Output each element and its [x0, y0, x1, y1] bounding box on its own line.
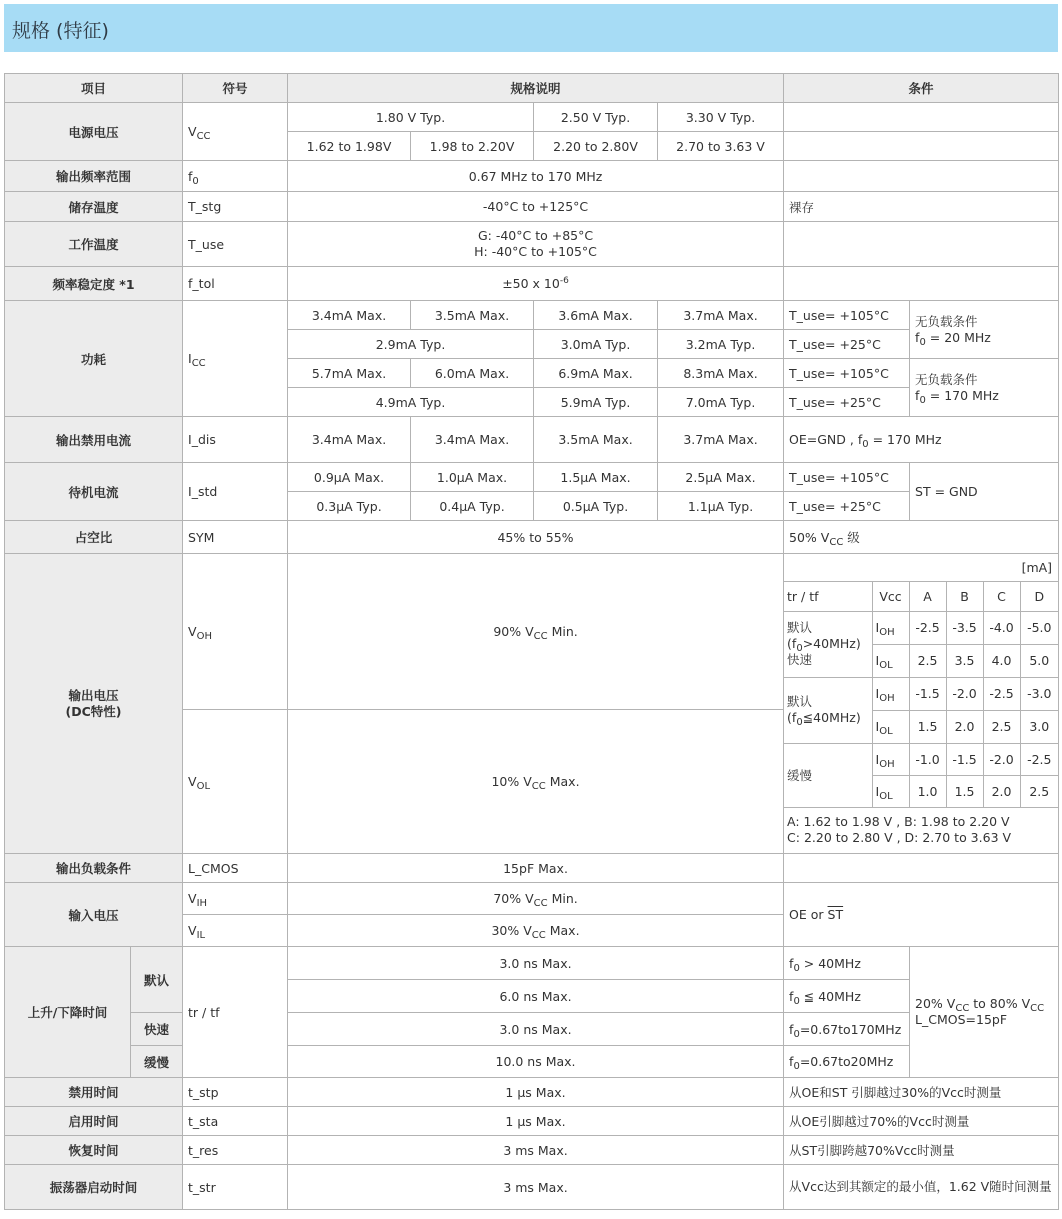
table-row	[5, 161, 1059, 192]
spec-cell: 1.0μA Max.	[411, 463, 534, 492]
spec-cell: 1.62 to 1.98V	[288, 132, 411, 161]
spec-cell: 3 ms Max.	[288, 1136, 784, 1165]
symbol-tuse: T_use	[183, 222, 288, 267]
spec-cell: 90% $V_{CC}$ Min.	[288, 554, 784, 710]
spec-cell: 1 μs Max.	[288, 1107, 784, 1136]
spec-cell: 0.3μA Typ.	[288, 492, 411, 521]
group-default-slow: 默认 $(f_0≦40MHz)$	[784, 677, 872, 743]
spec-table	[4, 73, 1059, 1210]
spec-cell: 0.5μA Typ.	[534, 492, 658, 521]
output-current-table	[784, 554, 1058, 853]
table-row	[5, 883, 1059, 915]
label-iol: $I_{OL}$	[872, 644, 909, 677]
value-cell: 1.5	[909, 710, 946, 743]
item-recovery-time: 恢复时间	[5, 1136, 183, 1165]
condition-temp: T_use= +25°C	[784, 492, 910, 521]
item-default: 默认	[131, 947, 183, 1013]
item-current-consumption: 功耗	[5, 301, 183, 417]
spec-cell: 3 ms Max.	[288, 1165, 784, 1210]
symbol-tsta: t_sta	[183, 1107, 288, 1136]
symbol-trtf: tr / tf	[183, 947, 288, 1078]
spec-cell: 2.5μA Max.	[658, 463, 784, 492]
table-row	[5, 192, 1059, 222]
spec-cell: 3.7mA Max.	[658, 417, 784, 463]
table-row	[5, 103, 1059, 132]
spec-cell: 10.0 ns Max.	[288, 1046, 784, 1078]
spec-cell: 3.0 ns Max.	[288, 947, 784, 980]
spec-cell: 1.80 V Typ.	[288, 103, 534, 132]
condition-cell: 裸存	[784, 192, 1059, 222]
unit-label: [mA]	[784, 554, 1058, 581]
spec-cell: -40°C to +125°C	[288, 192, 784, 222]
value-cell: 5.0	[1020, 644, 1058, 677]
value-cell: 3.5	[946, 644, 983, 677]
spec-cell: 0.4μA Typ.	[411, 492, 534, 521]
label-ioh: $I_{OH}$	[872, 611, 909, 644]
table-row	[5, 947, 1059, 980]
item-input-voltage: 输入电压	[5, 883, 183, 947]
condition-cell: $f_0=0.67to170MHz$	[784, 1013, 910, 1046]
item-storage-temp: 储存温度	[5, 192, 183, 222]
spec-cell: 7.0mA Typ.	[658, 388, 784, 417]
spec-cell: 2.9mA Typ.	[288, 330, 534, 359]
table-row	[5, 1136, 1059, 1165]
spec-cell: 2.50 V Typ.	[534, 103, 658, 132]
header-spec: 规格说明	[288, 74, 784, 103]
label-iol: $I_{OL}$	[872, 775, 909, 807]
condition-cell: $f_0 > 40MHz$	[784, 947, 910, 980]
spec-cell: 70% $V_{CC}$ Min.	[288, 883, 784, 915]
value-cell: 1.0	[909, 775, 946, 807]
item-supply-voltage: 电源电压	[5, 103, 183, 161]
col-b: B	[946, 581, 983, 611]
spec-cell: 1.1μA Typ.	[658, 492, 784, 521]
label-ioh: $I_{OH}$	[872, 677, 909, 710]
symbol-vcc: $V_{CC}$	[183, 103, 288, 161]
value-cell: 3.0	[1020, 710, 1058, 743]
section-header	[4, 4, 1058, 52]
value-cell: -2.5	[909, 611, 946, 644]
group-default-fast: 默认 $(f_0>40MHz)$ 快速	[784, 611, 872, 677]
value-cell: 2.5	[909, 644, 946, 677]
spec-cell: 15pF Max.	[288, 854, 784, 883]
value-cell: 1.5	[946, 775, 983, 807]
spec-cell: 3.0mA Typ.	[534, 330, 658, 359]
table-row	[5, 554, 1059, 710]
voltage-range-note: A: 1.62 to 1.98 V , B: 1.98 to 2.20 V C: 2.20 to 2.80 V , D: 2.70 to 3.63 V	[784, 807, 1058, 853]
spec-cell: 6.0 ns Max.	[288, 980, 784, 1013]
item-duty-cycle: 占空比	[5, 521, 183, 554]
spec-cell: 1.98 to 2.20V	[411, 132, 534, 161]
table-row	[5, 301, 1059, 330]
symbol-tstr: t_str	[183, 1165, 288, 1210]
value-cell: -2.0	[946, 677, 983, 710]
spec-cell: 3.5mA Max.	[411, 301, 534, 330]
header-symbol: 符号	[183, 74, 288, 103]
symbol-tstp: t_stp	[183, 1078, 288, 1107]
spec-cell: 0.67 MHz to 170 MHz	[288, 161, 784, 192]
symbol-tstg: T_stg	[183, 192, 288, 222]
table-row	[5, 1078, 1059, 1107]
condition-cell: OE=GND , $f_0 = 170$ MHz	[784, 417, 1059, 463]
spec-cell: 5.9mA Typ.	[534, 388, 658, 417]
spec-cell: 2.70 to 3.63 V	[658, 132, 784, 161]
col-a: A	[909, 581, 946, 611]
spec-cell: 1 μs Max.	[288, 1078, 784, 1107]
table-row	[5, 1107, 1059, 1136]
spec-cell: 3.2mA Typ.	[658, 330, 784, 359]
value-cell: -5.0	[1020, 611, 1058, 644]
value-cell: 2.0	[946, 710, 983, 743]
table-row	[5, 1046, 1059, 1078]
value-cell: -1.5	[946, 743, 983, 775]
col-trtf: tr / tf	[784, 581, 872, 611]
table-row	[5, 222, 1059, 267]
value-cell: -1.5	[909, 677, 946, 710]
condition-cell: 无负载条件 $f_0 = 20$ MHz	[910, 301, 1059, 359]
item-operating-temp: 工作温度	[5, 222, 183, 267]
value-cell: 2.0	[983, 775, 1020, 807]
label-iol: $I_{OL}$	[872, 710, 909, 743]
spec-cell: 3.6mA Max.	[534, 301, 658, 330]
condition-temp: T_use= +25°C	[784, 330, 910, 359]
item-disable-time: 禁用时间	[5, 1078, 183, 1107]
spec-cell: 0.9μA Max.	[288, 463, 411, 492]
spec-cell: 2.20 to 2.80V	[534, 132, 658, 161]
condition-cell	[784, 132, 1059, 161]
table-row	[5, 267, 1059, 301]
output-voltage-conditions	[784, 554, 1059, 854]
condition-cell: 50% $V_{CC}$ 级	[784, 521, 1059, 554]
group-slow: 缓慢	[784, 743, 872, 807]
item-disable-current: 输出禁用电流	[5, 417, 183, 463]
spec-cell: 5.7mA Max.	[288, 359, 411, 388]
value-cell: 2.5	[983, 710, 1020, 743]
condition-cell: 无负载条件 $f_0 = 170$ MHz	[910, 359, 1059, 417]
value-cell: -2.5	[1020, 743, 1058, 775]
value-cell: 4.0	[983, 644, 1020, 677]
item-rise-fall-time: 上升/下降时间	[5, 947, 131, 1078]
condition-cell: ST = GND	[910, 463, 1059, 521]
spec-cell: 3.30 V Typ.	[658, 103, 784, 132]
value-cell: -1.0	[909, 743, 946, 775]
item-standby-current: 待机电流	[5, 463, 183, 521]
condition-temp: T_use= +105°C	[784, 301, 910, 330]
symbol-lcmos: L_CMOS	[183, 854, 288, 883]
spec-cell: 6.9mA Max.	[534, 359, 658, 388]
condition-cell	[784, 854, 1059, 883]
spec-cell: 3.5mA Max.	[534, 417, 658, 463]
symbol-vil: $V_{IL}$	[183, 915, 288, 947]
item-frequency-tolerance: 频率稳定度 *1	[5, 267, 183, 301]
value-cell: -2.5	[983, 677, 1020, 710]
condition-temp: T_use= +105°C	[784, 463, 910, 492]
item-output-voltage: 输出电压 (DC特性)	[5, 554, 183, 854]
item-startup-time: 振荡器启动时间	[5, 1165, 183, 1210]
spec-cell: 30% $V_{CC}$ Max.	[288, 915, 784, 947]
item-output-load: 输出负载条件	[5, 854, 183, 883]
spec-cell: 8.3mA Max.	[658, 359, 784, 388]
symbol-vih: $V_{IH}$	[183, 883, 288, 915]
condition-cell: $f_0=0.67to20MHz$	[784, 1046, 910, 1078]
item-fast: 快速	[131, 1013, 183, 1046]
condition-cell: $f_0$ ≦ 40MHz	[784, 980, 910, 1013]
symbol-voh: $V_{OH}$	[183, 554, 288, 710]
condition-temp: T_use= +105°C	[784, 359, 910, 388]
symbol-idis: I_dis	[183, 417, 288, 463]
spec-cell: 4.9mA Typ.	[288, 388, 534, 417]
value-cell: 2.5	[1020, 775, 1058, 807]
condition-cell	[784, 267, 1059, 301]
condition-cell: OE or $\overline{ST}$	[784, 883, 1059, 947]
condition-cell: 从OE和ST 引脚越过30%的Vcc时测量	[784, 1078, 1059, 1107]
value-cell: -2.0	[983, 743, 1020, 775]
spec-cell: 3.4mA Max.	[288, 301, 411, 330]
col-c: C	[983, 581, 1020, 611]
header-item: 项目	[5, 74, 183, 103]
symbol-sym: SYM	[183, 521, 288, 554]
symbol-vol: $V_{OL}$	[183, 710, 288, 854]
table-row	[5, 417, 1059, 463]
table-row	[5, 1013, 1059, 1046]
condition-cell	[784, 161, 1059, 192]
table-row	[5, 521, 1059, 554]
spec-cell: 3.7mA Max.	[658, 301, 784, 330]
value-cell: -3.5	[946, 611, 983, 644]
table-row	[5, 854, 1059, 883]
spec-cell: ±50 x $10^{-6}$	[288, 267, 784, 301]
table-row	[5, 1165, 1059, 1210]
condition-temp: T_use= +25°C	[784, 388, 910, 417]
col-d: D	[1020, 581, 1058, 611]
label-ioh: $I_{OH}$	[872, 743, 909, 775]
header-row	[5, 74, 1059, 103]
value-cell: -4.0	[983, 611, 1020, 644]
symbol-icc: $I_{CC}$	[183, 301, 288, 417]
symbol-istd: I_std	[183, 463, 288, 521]
spec-cell: 6.0mA Max.	[411, 359, 534, 388]
condition-cell: 20% $V_{CC}$ to 80% $V_{CC}$ L_CMOS=15pF	[910, 947, 1059, 1078]
item-enable-time: 启用时间	[5, 1107, 183, 1136]
page-title: 规格 (特征)	[12, 20, 109, 42]
condition-cell	[784, 222, 1059, 267]
spec-cell: 45% to 55%	[288, 521, 784, 554]
condition-cell: 从Vcc达到其额定的最小值，1.62 V随时间测量	[784, 1165, 1059, 1210]
table-row	[5, 463, 1059, 492]
item-slow: 缓慢	[131, 1046, 183, 1078]
item-output-frequency: 输出频率范围	[5, 161, 183, 192]
symbol-ftol: f_tol	[183, 267, 288, 301]
condition-cell: 从ST引脚跨越70%Vcc时测量	[784, 1136, 1059, 1165]
header-condition: 条件	[784, 74, 1059, 103]
spec-cell: 1.5μA Max.	[534, 463, 658, 492]
symbol-tres: t_res	[183, 1136, 288, 1165]
condition-cell: 从OE引脚越过70%的Vcc时测量	[784, 1107, 1059, 1136]
condition-cell	[784, 103, 1059, 132]
col-vcc: Vcc	[872, 581, 909, 611]
spec-cell: 3.4mA Max.	[288, 417, 411, 463]
spec-cell: G: -40°C to +85°C H: -40°C to +105°C	[288, 222, 784, 267]
symbol-f0: $f_0$	[183, 161, 288, 192]
spec-cell: 3.4mA Max.	[411, 417, 534, 463]
value-cell: -3.0	[1020, 677, 1058, 710]
spec-cell: 3.0 ns Max.	[288, 1013, 784, 1046]
spec-cell: 10% $V_{CC}$ Max.	[288, 710, 784, 854]
